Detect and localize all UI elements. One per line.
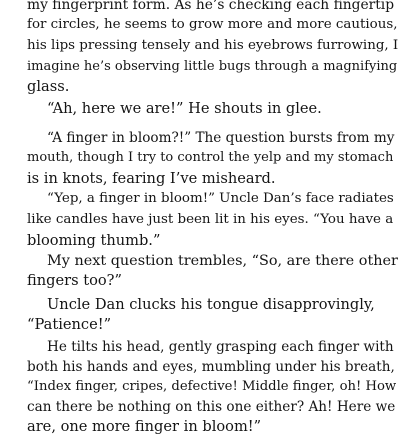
text-line: Uncle Dan clucks his tongue disapprovingly, (47, 296, 375, 313)
text-line: He tilts his head, gently grasping each finger with (47, 339, 394, 355)
text-line: “A finger in bloom?!” The question bursts from my (47, 130, 395, 146)
text-line: blooming thumb.” (27, 232, 161, 249)
text-line: “Index finger, cripes, defective! Middle finger, oh! How (27, 379, 397, 394)
text-line: for circles, he seems to grow more and more cautious, (27, 17, 398, 32)
text-line: both his hands and eyes, mumbling under his breath, (27, 359, 395, 375)
text-line: is in knots, fearing I’ve misheard. (27, 170, 276, 187)
text-line: my fingerprint form. As he’s checking each fingertip (27, 0, 395, 13)
text-line: My next question trembles, “So, are there other (47, 253, 398, 269)
text-line: like candles have just been lit in his eyes. “You have a (27, 212, 394, 227)
text-line: fingers too?” (27, 272, 122, 289)
text-line: mouth, though I try to control the yelp and my stomach (27, 150, 394, 165)
text-line: glass. (27, 78, 70, 95)
text-line: imagine he’s observing little bugs through a magnifying (27, 59, 398, 74)
text-line: his lips pressing tensely and his eyebrows furrowing, I (27, 38, 399, 53)
text-line: “Ah, here we are!” He shouts in glee. (47, 100, 322, 117)
text-line: “Patience!” (27, 316, 112, 333)
text-line: are, one more finger in bloom!” (27, 418, 262, 435)
text-line: can there be nothing on this one either? Ah! Here we (27, 399, 396, 415)
text-line: “Yep, a finger in bloom!” Uncle Dan’s face radiates (47, 191, 394, 206)
